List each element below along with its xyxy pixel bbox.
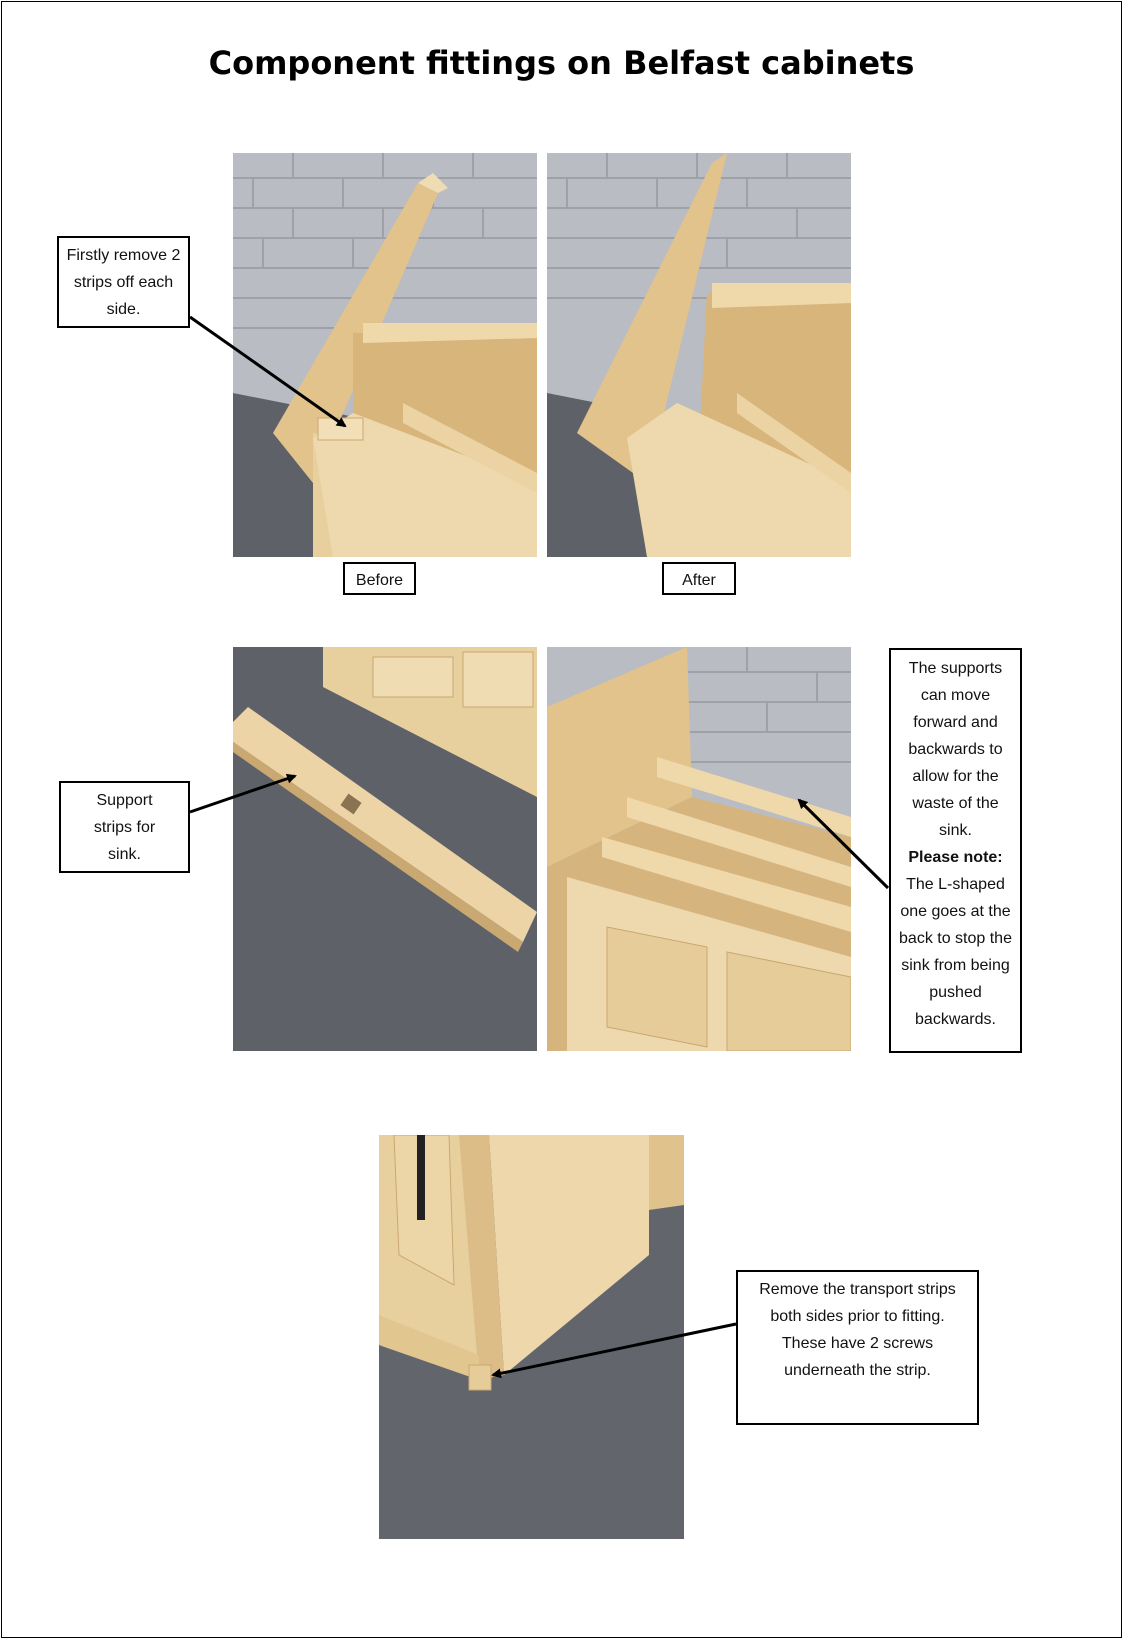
before-label: Before <box>343 562 416 595</box>
photo-before <box>233 153 537 557</box>
after-label: After <box>662 562 736 595</box>
please-note-body: The L-shaped one goes at the back to stop the sink from being pushed backwards. <box>899 876 1012 1028</box>
page-title: Component fittings on Belfast cabinets <box>208 44 915 82</box>
photo-transport-strip <box>379 1135 684 1539</box>
callout-supports-move-text: The supports can move forward and backwards to allow for the waste of the sink. <box>908 660 1003 839</box>
document-page <box>1 1 1122 1638</box>
callout-transport-strips <box>736 1270 979 1425</box>
callout-remove-strips <box>57 236 190 328</box>
callout-support-strips <box>59 781 190 873</box>
please-note-heading: Please note: <box>908 849 1003 866</box>
callout-transport-strips-text: Remove the transport strips both sides prior to fitting. These have 2 screws underneath the strip. <box>759 1281 956 1379</box>
photo-after <box>547 153 851 557</box>
callout-support-strips-text: Support strips for sink. <box>93 792 156 863</box>
photo-support-strip <box>233 647 537 1051</box>
callout-remove-strips-text: Firstly remove 2 strips off each side. <box>66 247 181 318</box>
photo-supports-fitted <box>547 647 851 1051</box>
callout-supports-move <box>889 648 1022 1053</box>
